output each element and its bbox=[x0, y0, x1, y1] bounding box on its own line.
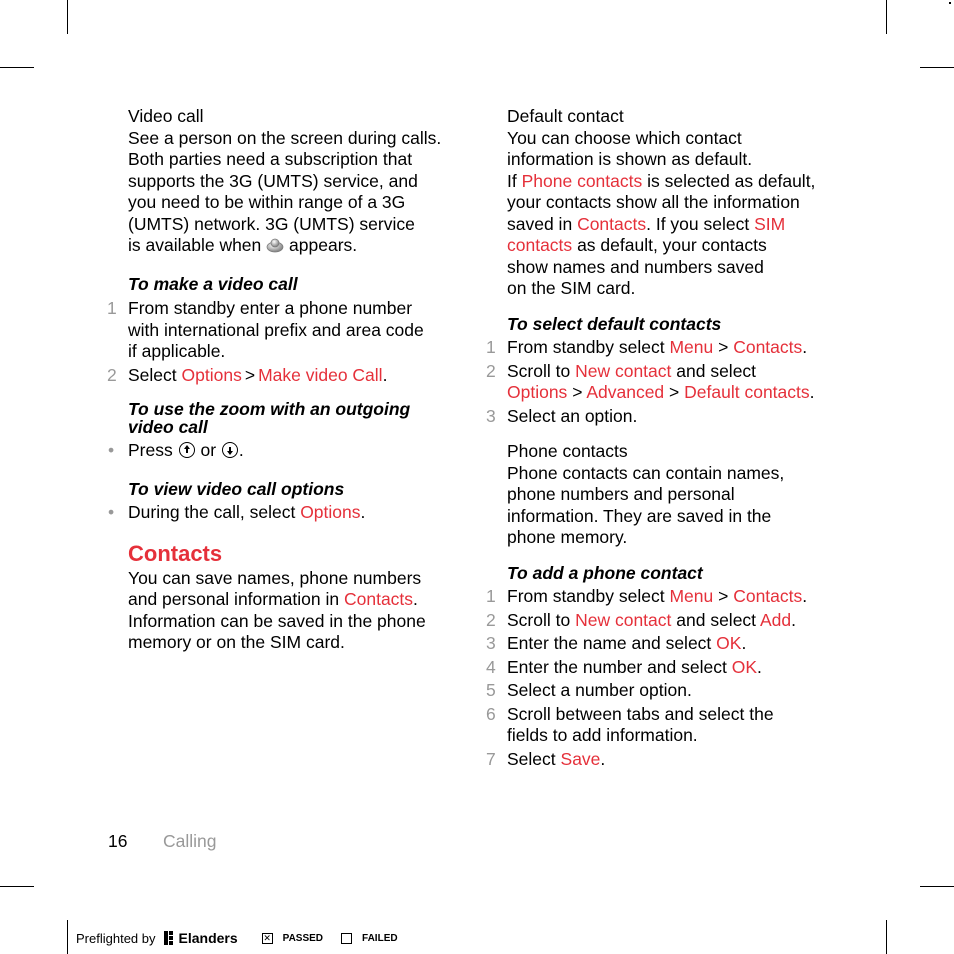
new-contact-link[interactable]: New contact bbox=[575, 360, 672, 381]
save-link[interactable]: Save bbox=[560, 748, 601, 769]
elanders-logo: Elanders bbox=[164, 930, 238, 946]
crop-mark-bottom-right-h bbox=[920, 886, 954, 887]
phone-contacts-link[interactable]: Phone contacts bbox=[521, 170, 643, 191]
zoom-title: To use the zoom with an outgoing video call bbox=[128, 399, 411, 437]
contacts-link[interactable]: Contacts bbox=[343, 589, 414, 609]
contacts-heading: Contacts bbox=[128, 540, 223, 566]
navigation-up-icon bbox=[178, 441, 196, 465]
ok-link[interactable]: OK bbox=[731, 656, 758, 677]
elanders-logo-icon bbox=[164, 931, 176, 945]
default-contact-text: You can choose which contact information is shown as default. If Phone contacts is selected as default, your contacts show all the information saved in Contacts. If you select SIM contacts as default, your contacts show names and numbers saved on the SIM card. bbox=[507, 127, 816, 298]
default-contacts-link[interactable]: Default contacts bbox=[684, 382, 810, 402]
zoom-bullet: • Press or . bbox=[128, 440, 458, 465]
select-default-step-2: 2 Scroll to New contact and select Options > Advanced > Default contacts. bbox=[486, 360, 815, 402]
make-video-call-step-1: 1 From standby enter a phone number with international prefix and area code if applicable. bbox=[107, 298, 424, 361]
passed-checkbox: ✕ bbox=[263, 932, 271, 943]
crop-mark-top-right-h bbox=[920, 67, 954, 68]
page-number: 16 bbox=[108, 831, 128, 851]
preflight-stamp bbox=[76, 928, 408, 948]
add-contact-step-3: 3 Enter the name and select OK. bbox=[486, 633, 747, 653]
step-number: 1 bbox=[107, 298, 117, 318]
options-link[interactable]: Options bbox=[181, 364, 242, 385]
make-video-call-step-2: 2 Select Options > Make video Call. bbox=[107, 364, 388, 385]
crop-mark-top-right-v bbox=[886, 0, 887, 34]
menu-link[interactable]: Menu bbox=[669, 337, 714, 357]
sim-contacts-link-cont[interactable]: contacts bbox=[507, 235, 573, 255]
navigation-down-icon bbox=[221, 441, 239, 465]
left-column bbox=[107, 106, 458, 654]
preflight-text: Preflighted by bbox=[76, 930, 156, 946]
crop-mark-bottom-right-v bbox=[886, 920, 887, 954]
failed-checkbox bbox=[341, 933, 352, 944]
section-title: Calling bbox=[163, 831, 217, 851]
view-options-bullet: • During the call, select Options. bbox=[108, 502, 366, 522]
add-contact-step-4: 4 Enter the number and select OK. bbox=[486, 656, 762, 677]
select-default-step-1: 1 From standby select Menu > Contacts. bbox=[486, 337, 808, 357]
default-contact-heading: Default contact bbox=[507, 106, 624, 126]
crop-mark-top-left-h bbox=[0, 67, 34, 68]
add-contact-step-1: 1 From standby select Menu > Contacts. bbox=[486, 586, 808, 606]
crop-mark-bottom-left-h bbox=[0, 886, 34, 887]
select-default-step-3: 3 Select an option. bbox=[486, 405, 638, 426]
add-contact-step-5: 5 Select a number option. bbox=[486, 680, 692, 700]
phone-contacts-heading: Phone contacts bbox=[507, 441, 628, 461]
view-options-title: To view video call options bbox=[128, 478, 345, 499]
step-number: 2 bbox=[107, 364, 117, 385]
add-link[interactable]: Add bbox=[759, 609, 792, 630]
make-video-call-title: To make a video call bbox=[128, 273, 298, 294]
add-contact-step-6: 6 Scroll between tabs and select the fields to add information. bbox=[486, 703, 774, 745]
corner-dot bbox=[949, 2, 951, 4]
select-default-title: To select default contacts bbox=[507, 313, 722, 334]
right-column bbox=[486, 106, 842, 770]
advanced-link[interactable]: Advanced bbox=[586, 382, 665, 402]
contacts-link[interactable]: Contacts bbox=[733, 586, 803, 606]
video-call-text: See a person on the screen during calls. Both parties need a subscription that supports the 3G (UMTS) service, and you need to be within range of a 3G (UMTS) network. 3G (UMTS) service is available when appears. bbox=[128, 128, 458, 260]
add-contact-step-2: 2 Scroll to New contact and select Add. bbox=[486, 609, 796, 630]
make-video-call-link[interactable]: Make video Call bbox=[258, 364, 383, 385]
phone-contacts-text: Phone contacts can contain names, phone numbers and personal information. They are saved in the phone memory. bbox=[507, 462, 785, 547]
crop-mark-bottom-left-v bbox=[67, 920, 68, 954]
options-link[interactable]: Options bbox=[507, 382, 568, 402]
3g-video-icon bbox=[266, 236, 284, 260]
crop-mark-top-left-v bbox=[67, 0, 68, 34]
failed-label: FAILED bbox=[362, 932, 398, 944]
contacts-text: You can save names, phone numbers and personal information in Contacts. Information can be saved in the phone memory or on the SIM card. bbox=[128, 567, 426, 652]
sim-contacts-link[interactable]: SIM bbox=[754, 213, 786, 234]
contacts-link[interactable]: Contacts bbox=[577, 213, 647, 234]
ok-link[interactable]: OK bbox=[716, 633, 742, 653]
video-call-heading: Video call bbox=[128, 106, 204, 126]
contacts-link[interactable]: Contacts bbox=[733, 337, 803, 357]
options-link[interactable]: Options bbox=[300, 502, 361, 522]
add-contact-step-7: 7 Select Save. bbox=[486, 748, 606, 769]
menu-link[interactable]: Menu bbox=[669, 586, 714, 606]
passed-label: PASSED bbox=[282, 932, 324, 944]
new-contact-link[interactable]: New contact bbox=[575, 609, 672, 630]
add-contact-title: To add a phone contact bbox=[507, 562, 703, 583]
